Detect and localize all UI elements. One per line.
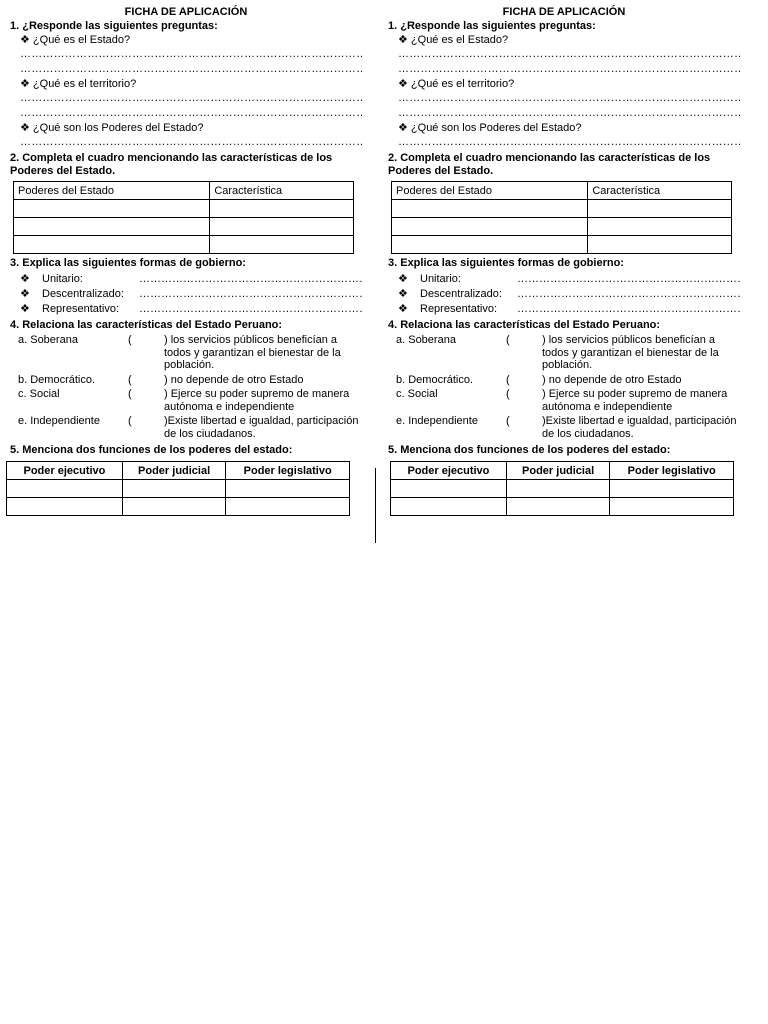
section-2-heading: 2. Completa el cuadro mencionando las características de los Poderes del Estado. xyxy=(388,152,711,177)
table-cell[interactable] xyxy=(610,498,734,516)
item-label: Descentralizado: xyxy=(42,288,124,300)
item-label: Representativo: xyxy=(42,303,120,315)
table-row xyxy=(7,480,350,498)
table-cell[interactable] xyxy=(14,218,210,236)
answer-line[interactable] xyxy=(10,106,362,121)
diamond-bullet-icon: ❖ xyxy=(398,303,408,315)
table-cell[interactable] xyxy=(506,498,609,516)
table-cell[interactable] xyxy=(7,480,123,498)
item-description: ) los servicios públicos beneficían a todos y garantizan el bienestar de la población. xyxy=(164,334,341,371)
diamond-bullet-icon: ❖ xyxy=(398,273,408,285)
item-label: Descentralizado: xyxy=(420,288,502,300)
header-cell: Característica xyxy=(210,182,354,200)
answer-line[interactable] xyxy=(139,272,362,287)
answer-line[interactable] xyxy=(10,62,362,77)
table-cell[interactable] xyxy=(392,236,588,254)
section-3-heading: 3. Explica las siguientes formas de gobierno: xyxy=(388,257,624,269)
table-cell[interactable] xyxy=(588,200,732,218)
table-cell[interactable] xyxy=(14,236,210,254)
section-5-heading: 5. Menciona dos funciones de los poderes del estado: xyxy=(10,444,293,456)
answer-blank[interactable]: ( xyxy=(128,415,132,427)
table-cell[interactable] xyxy=(210,218,354,236)
diamond-bullet-icon: ❖ xyxy=(20,303,30,315)
table-cell[interactable] xyxy=(588,218,732,236)
answer-blank[interactable]: ( xyxy=(506,388,510,400)
table-row xyxy=(7,498,350,516)
header-cell: Poder judicial xyxy=(122,462,225,480)
table-cell[interactable] xyxy=(506,480,609,498)
item-description: ) no depende de otro Estado xyxy=(542,373,682,386)
table-cell[interactable] xyxy=(610,480,734,498)
table-row xyxy=(391,498,734,516)
diamond-bullet-icon: ❖ xyxy=(20,273,30,285)
section-1-heading: 1. ¿Responde las siguientes preguntas: xyxy=(388,20,596,32)
header-cell: Poderes del Estado xyxy=(14,182,210,200)
table-header-row xyxy=(7,462,350,480)
answer-line[interactable] xyxy=(388,91,740,106)
table-row xyxy=(14,236,354,254)
header-cell: Poder legislativo xyxy=(610,462,734,480)
header-cell: Poder legislativo xyxy=(226,462,350,480)
answer-line[interactable] xyxy=(517,272,740,287)
table-cell[interactable] xyxy=(226,480,350,498)
item-description: )Existe libertad e igualdad, participación de los ciudadanos. xyxy=(164,415,359,440)
answer-blank[interactable]: ( xyxy=(506,334,510,346)
list-item xyxy=(388,415,740,440)
table-row xyxy=(391,480,734,498)
item-label: a. Soberana xyxy=(18,334,78,346)
header-cell: Característica xyxy=(588,182,732,200)
item-description: ) los servicios públicos beneficían a todos y garantizan el bienestar de la población. xyxy=(542,334,719,371)
table-header-row xyxy=(14,182,354,200)
answer-line[interactable] xyxy=(517,302,740,317)
list-item xyxy=(388,272,740,287)
table-cell[interactable] xyxy=(122,498,225,516)
table-header-row xyxy=(391,462,734,480)
poderes-table xyxy=(391,181,732,254)
diamond-bullet-icon: ❖ xyxy=(20,288,30,300)
answer-blank[interactable]: ( xyxy=(128,373,132,386)
list-item xyxy=(388,287,740,302)
question-estado: ❖ ¿Qué es el Estado? xyxy=(398,34,509,46)
table-header-row xyxy=(392,182,732,200)
worksheet-title: FICHA DE APLICACIÓN xyxy=(124,6,248,18)
item-label: Unitario: xyxy=(42,273,83,285)
list-item xyxy=(10,388,362,413)
item-description: ) Ejerce su poder supremo de manera autónoma e independiente xyxy=(164,388,350,413)
answer-line[interactable] xyxy=(10,135,362,150)
table-cell[interactable] xyxy=(210,200,354,218)
answer-blank[interactable]: ( xyxy=(128,334,132,346)
question-poderes: ❖ ¿Qué son los Poderes del Estado? xyxy=(398,122,582,134)
answer-line[interactable] xyxy=(388,62,740,77)
table-row xyxy=(14,218,354,236)
table-row xyxy=(392,218,732,236)
section-5-heading: 5. Menciona dos funciones de los poderes del estado: xyxy=(388,444,671,456)
worksheet-left xyxy=(10,5,362,516)
table-row xyxy=(392,200,732,218)
table-cell[interactable] xyxy=(210,236,354,254)
answer-blank[interactable]: ( xyxy=(128,388,132,400)
item-label: Unitario: xyxy=(420,273,461,285)
worksheet-right xyxy=(388,5,740,516)
list-item xyxy=(388,374,740,387)
table-row xyxy=(14,200,354,218)
answer-line[interactable] xyxy=(139,287,362,302)
list-item xyxy=(388,302,740,317)
item-label: Representativo: xyxy=(420,303,498,315)
list-item xyxy=(10,272,362,287)
item-label: b. Democrático. xyxy=(396,373,474,386)
table-cell[interactable] xyxy=(588,236,732,254)
item-description: )Existe libertad e igualdad, participación de los ciudadanos. xyxy=(542,415,737,440)
header-cell: Poder judicial xyxy=(506,462,609,480)
list-item xyxy=(10,374,362,387)
item-label: c. Social xyxy=(396,388,438,400)
item-label: a. Soberana xyxy=(396,334,456,346)
header-cell: Poderes del Estado xyxy=(392,182,588,200)
question-poderes: ❖ ¿Qué son los Poderes del Estado? xyxy=(20,122,204,134)
answer-blank[interactable]: ( xyxy=(506,373,510,386)
funciones-table xyxy=(390,461,734,516)
page-divider xyxy=(375,468,376,543)
diamond-bullet-icon: ❖ xyxy=(398,288,408,300)
answer-line[interactable] xyxy=(139,302,362,317)
header-cell: Poder ejecutivo xyxy=(391,462,507,480)
answer-line[interactable] xyxy=(10,47,362,62)
question-territorio: ❖ ¿Qué es el territorio? xyxy=(398,78,515,90)
item-label: c. Social xyxy=(18,388,60,400)
table-cell[interactable] xyxy=(392,218,588,236)
answer-line[interactable] xyxy=(388,106,740,121)
item-label: b. Democrático. xyxy=(18,373,96,386)
section-2-heading: 2. Completa el cuadro mencionando las características de los Poderes del Estado. xyxy=(10,152,333,177)
table-cell[interactable] xyxy=(122,480,225,498)
answer-blank[interactable]: ( xyxy=(506,415,510,427)
item-label: e. Independiente xyxy=(18,415,100,427)
section-1-heading: 1. ¿Responde las siguientes preguntas: xyxy=(10,20,218,32)
list-item xyxy=(10,415,362,440)
table-cell[interactable] xyxy=(391,498,507,516)
worksheet-title: FICHA DE APLICACIÓN xyxy=(502,6,626,18)
table-cell[interactable] xyxy=(226,498,350,516)
list-item xyxy=(10,302,362,317)
funciones-table xyxy=(6,461,350,516)
section-4-heading: 4. Relaciona las características del Estado Peruano: xyxy=(388,319,661,331)
answer-line[interactable] xyxy=(517,287,740,302)
poderes-table xyxy=(13,181,354,254)
table-row xyxy=(392,236,732,254)
table-cell[interactable] xyxy=(14,200,210,218)
list-item xyxy=(388,334,740,372)
item-description: ) Ejerce su poder supremo de manera autónoma e independiente xyxy=(542,388,728,413)
table-cell[interactable] xyxy=(7,498,123,516)
answer-line[interactable] xyxy=(388,47,740,62)
section-3-heading: 3. Explica las siguientes formas de gobierno: xyxy=(10,257,246,269)
table-cell[interactable] xyxy=(392,200,588,218)
item-description: ) no depende de otro Estado xyxy=(164,373,304,386)
list-item xyxy=(10,287,362,302)
section-4-heading: 4. Relaciona las características del Estado Peruano: xyxy=(10,319,283,331)
answer-line[interactable] xyxy=(388,135,740,150)
question-estado: ❖ ¿Qué es el Estado? xyxy=(20,34,131,46)
header-cell: Poder ejecutivo xyxy=(7,462,123,480)
question-territorio: ❖ ¿Qué es el territorio? xyxy=(20,78,137,90)
list-item xyxy=(10,334,362,372)
item-label: e. Independiente xyxy=(396,415,478,427)
list-item xyxy=(388,388,740,413)
answer-line[interactable] xyxy=(10,91,362,106)
table-cell[interactable] xyxy=(391,480,507,498)
